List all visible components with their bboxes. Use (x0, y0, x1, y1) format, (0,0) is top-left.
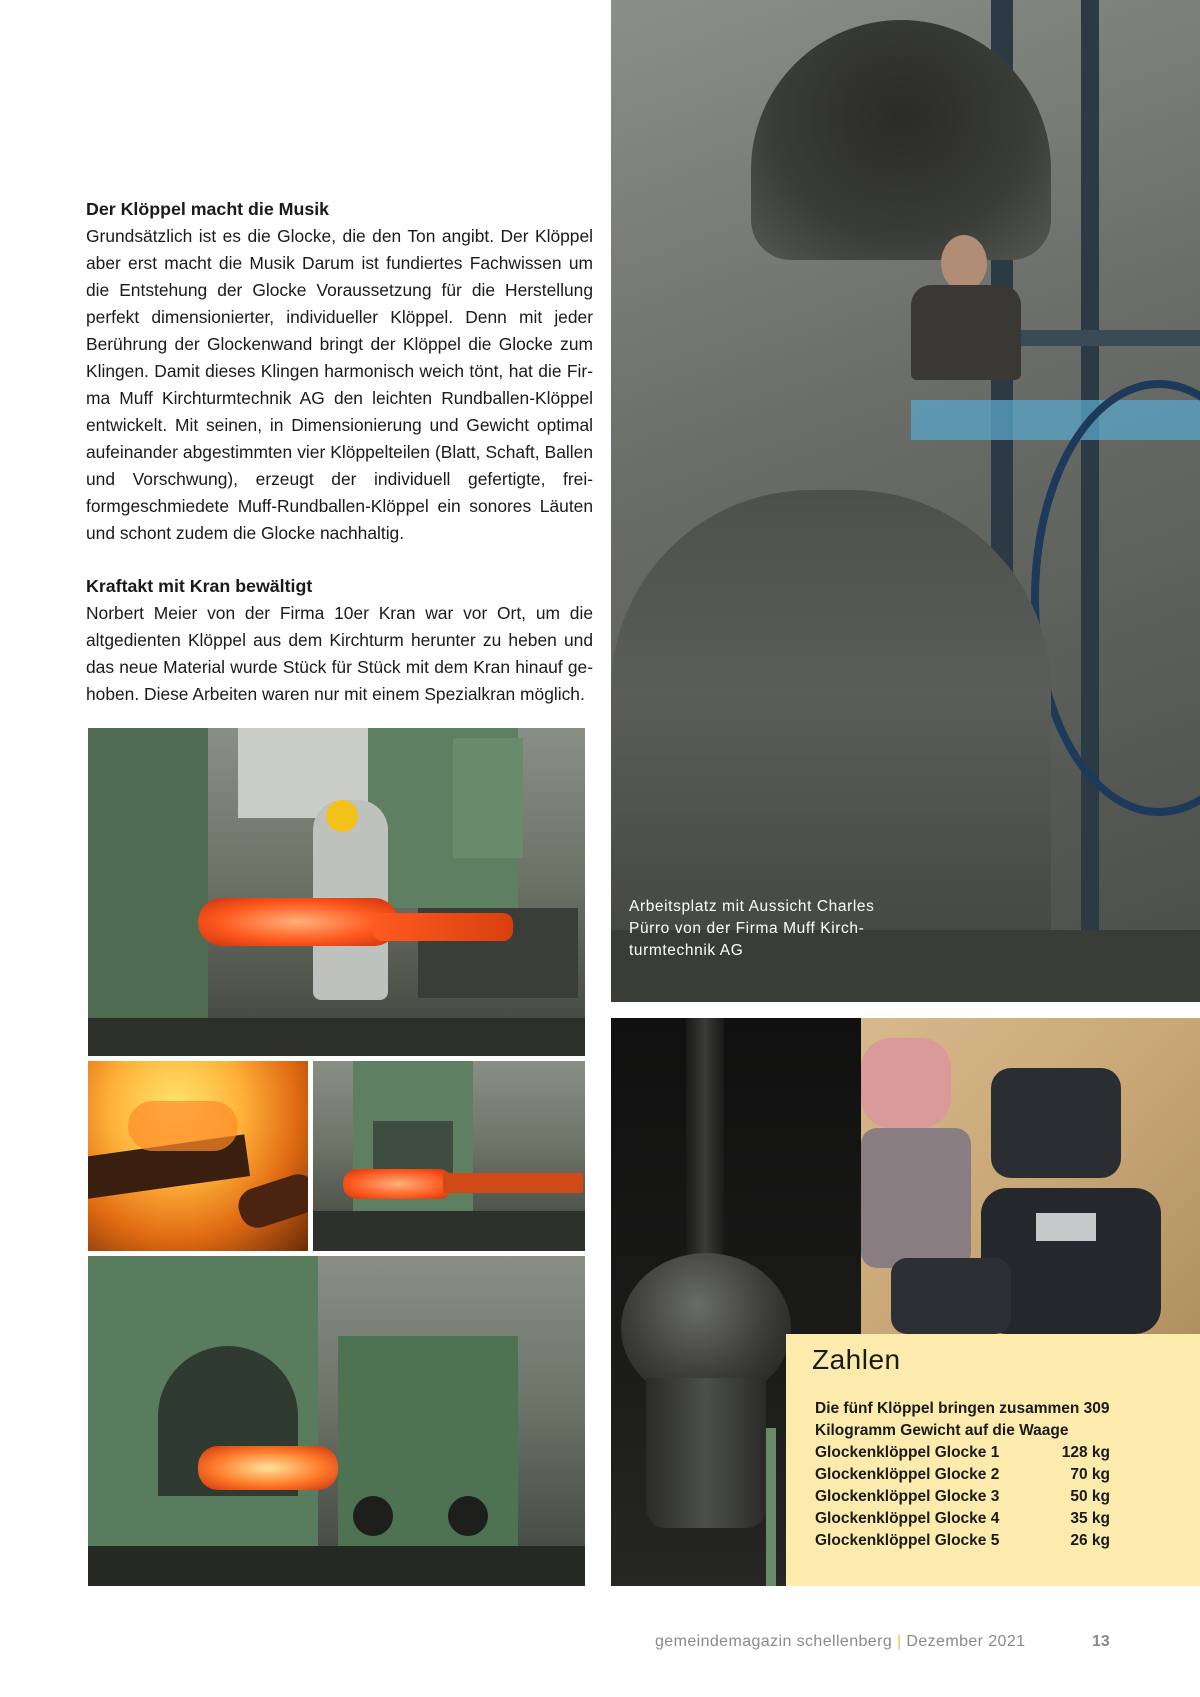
forge-photo-press (313, 1061, 585, 1251)
weight-row (815, 1464, 1110, 1486)
forge-photo-hammer (88, 1256, 585, 1586)
page-number: 13 (1092, 1633, 1110, 1650)
weight-value: 50 kg (1070, 1488, 1110, 1505)
weight-label: Glockenklöppel Glocke 3 (815, 1488, 1000, 1505)
article-section-kran (86, 573, 593, 708)
caption-line: turmtechnik AG (629, 942, 744, 959)
weight-value: 35 kg (1070, 1510, 1110, 1527)
footer-separator: | (896, 1633, 902, 1650)
zahlen-title: Zahlen (812, 1344, 901, 1375)
zahlen-info-box (786, 1334, 1200, 1586)
zahlen-intro: Die fünf Klöppel bringen zusammen 309 (815, 1400, 1110, 1417)
section-body: Norbert Meier von der Firma 10er Kran war vor Ort, um die altgedienten Klöppel aus dem Kirchturm herunter zu heben und das neue Material wurde Stück für Stück mit dem Kran hinauf gehoben. Diese Arbeiten waren nur mit einem Spezialkran möglich. (86, 603, 593, 704)
weight-label: Glockenklöppel Glocke 1 (815, 1444, 1000, 1461)
zahlen-content (815, 1398, 1110, 1552)
zahlen-intro: Kilogramm Gewicht auf die Waage (815, 1422, 1069, 1439)
forge-photo-worker (88, 728, 585, 1056)
article-section-kloeppel (86, 196, 593, 547)
weight-value: 26 kg (1070, 1532, 1110, 1549)
weight-label: Glockenklöppel Glocke 5 (815, 1532, 1000, 1549)
bell-photo-caption (629, 896, 949, 962)
weight-label: Glockenklöppel Glocke 4 (815, 1510, 1000, 1527)
page-footer (655, 1633, 1025, 1651)
section-heading: Kraftakt mit Kran bewältigt (86, 576, 313, 596)
magazine-name: gemeindemagazin schellenberg (655, 1633, 893, 1650)
weight-value: 128 kg (1061, 1444, 1110, 1461)
caption-line: Arbeitsplatz mit Aussicht Charles (629, 898, 875, 915)
weight-row (815, 1530, 1110, 1552)
section-heading: Der Klöppel macht die Musik (86, 199, 330, 219)
weight-label: Glockenklöppel Glocke 2 (815, 1466, 1000, 1483)
forge-photo-glow (88, 1061, 308, 1251)
section-body: Grundsätzlich ist es die Glocke, die den Ton angibt. Der Klöppel aber erst macht die Musik Darum ist fundiertes Fachwissen um die Entstehung der Glocke Voraussetzung für die Herstellung perfekt dimensionierter, individueller Klöppel. Denn mit jeder Berührung der Glockenwand bringt der Klöppel die Glocke zum Klingen. Damit dieses Klingen harmonisch weich tönt, hat die Firma Muff Kirchturmtechnik AG den leichten Rundballen-Klöppel entwickelt. Mit seinen, in Dimensionierung und Gewicht optimal aufeinander abgestimmten vier Klöppelteilen (Blatt, Schaft, Ballen und Vorschwung), erzeugt der individuell gefertigte, freiformgeschmiedete Muff-Rundballen-Klöppel ein sonores Läuten und schont zudem die Glocke nachhaltig. (86, 226, 593, 543)
weight-row (815, 1442, 1110, 1464)
weight-row (815, 1486, 1110, 1508)
weight-row (815, 1508, 1110, 1530)
caption-line: Pürro von der Firma Muff Kirch- (629, 920, 865, 937)
motors-crate-photo (861, 1018, 1200, 1334)
weight-value: 70 kg (1070, 1466, 1110, 1483)
bell-tower-photo (611, 0, 1200, 1002)
issue-date: Dezember 2021 (906, 1633, 1026, 1650)
